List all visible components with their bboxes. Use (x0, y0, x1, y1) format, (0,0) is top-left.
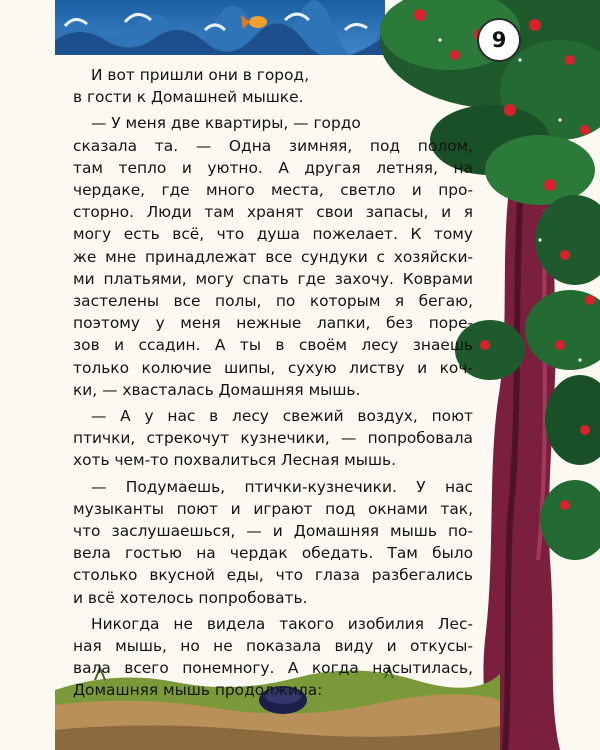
text-line: — У меня две квартиры, — гордо (91, 114, 361, 133)
text-line: чердаке, где много места, светло и про- (73, 181, 473, 200)
text-line: — Подумаешь, птички-кузнечики. У нас (91, 477, 473, 496)
text-line: Домашняя мышь продолжила: (73, 681, 323, 700)
story-text (73, 64, 473, 706)
text-line: в гости к Домашней мышке. (73, 88, 304, 107)
paragraph (73, 405, 473, 472)
text-line: И вот пришли они в город, (91, 66, 309, 84)
text-line: вала всего понемногу. А когда насытилась, (73, 659, 473, 678)
text-line: же мне принадлежат все сундуки с хозяйски- (73, 247, 473, 266)
text-line: птички, стрекочут кузнечики, — попробовала (73, 429, 473, 448)
sea-illustration (55, 0, 385, 55)
text-line: — А у нас в лесу свежий воздух, поют (91, 407, 473, 426)
text-line: музыканты поют и играют под окнами так, (73, 499, 473, 518)
text-line: сказала та. — Одна зимняя, под полом, (73, 136, 473, 155)
text-line: ми платьями, могу спать где захочу. Коврами (73, 269, 473, 288)
paragraph (73, 476, 473, 609)
text-line: сторно. Люди там хранят свои запасы, и я (73, 203, 473, 222)
paragraph (73, 112, 473, 401)
text-line: и всё хотелось попробовать. (73, 588, 308, 607)
paragraph (73, 64, 473, 108)
text-line: зов и ссадин. А ты в своём лесу знаешь (73, 336, 473, 355)
text-line: застелены все полы, по которым я бегаю, (73, 292, 473, 311)
text-line: что заслушаешься, — и Домашняя мышь по- (73, 522, 473, 541)
text-line: только колючие шипы, сухую листву и коч- (73, 358, 473, 377)
text-line: хоть чем-то похвалиться Лесная мышь. (73, 451, 396, 470)
text-line: ки, — хвасталась Домашняя мышь. (73, 380, 361, 399)
text-line: ная мышь, но не показала виду и откусы- (73, 637, 473, 656)
text-line: там тепло и уютно. А другая летняя, на (73, 158, 473, 177)
paragraph (73, 613, 473, 702)
text-line: вела гостью на чердак обедать. Там было (73, 544, 473, 563)
page-number: 9 (477, 18, 521, 62)
text-line: поэтому у меня нежные лапки, без поре- (73, 314, 473, 333)
text-line: могу есть всё, что душа пожелает. К тому (73, 225, 473, 244)
text-line: Никогда не видела такого изобилия Лес- (91, 614, 473, 633)
text-line: столько вкусной еды, что глаза разбегались (73, 566, 473, 585)
